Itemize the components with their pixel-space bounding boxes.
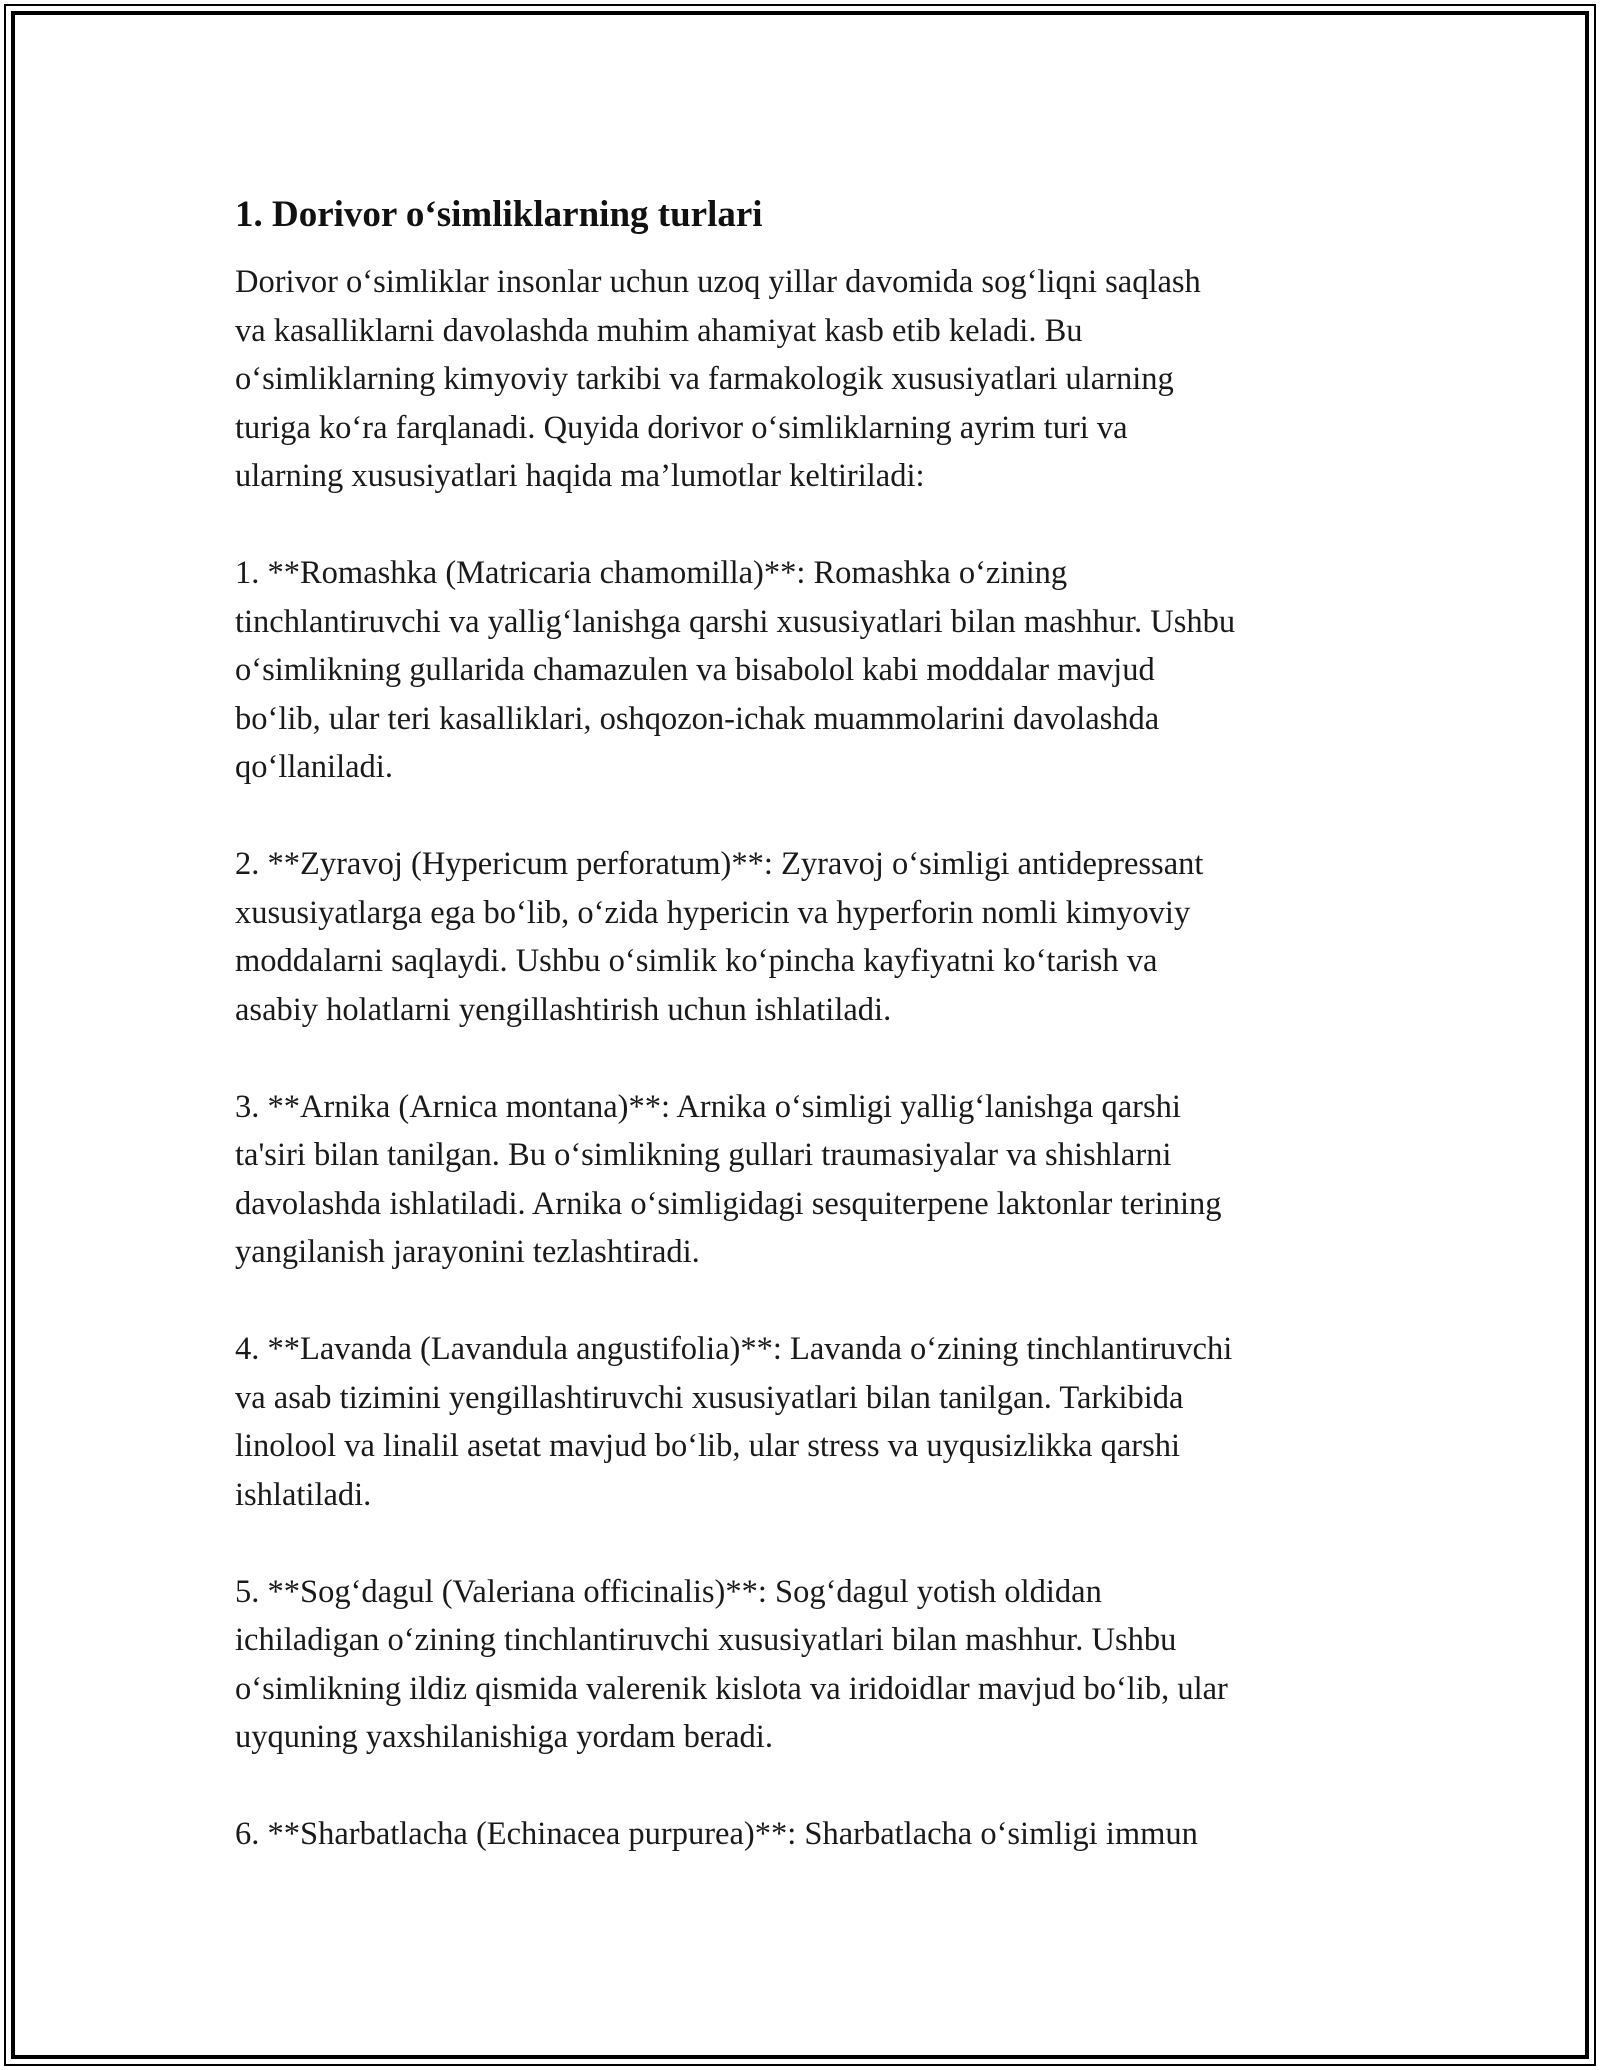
text-line: 1. **Romashka (Matricaria chamomilla)**: Romashka o‘zining [235, 555, 1068, 591]
text-line: davolashda ishlatiladi. Arnika o‘simligidagi sesquiterpene laktonlar terining [235, 1185, 1222, 1222]
text-line: ichiladigan o‘zining tinchlantiruvchi xususiyatlari bilan mashhur. Ushbu [235, 1622, 1177, 1658]
text-line: 5. **Sog‘dagul (Valeriana officinalis)**: Sog‘dagul yotish oldidan [235, 1573, 1102, 1610]
document-body [235, 186, 1385, 1907]
list-item-lavanda [235, 1325, 1385, 1519]
intro-paragraph [235, 258, 1385, 501]
text-line: 3. **Arnika (Arnica montana)**: Arnika o‘simligi yallig‘lanishga qarshi [235, 1088, 1181, 1125]
text-line: Dorivor o‘simliklar insonlar uchun uzoq yillar davomida sog‘liqni saqlash [235, 264, 1201, 300]
text-line: va kasalliklarni davolashda muhim ahamiyat kasb etib keladi. Bu [235, 312, 1083, 349]
text-line: ularning xususiyatlari haqida ma’lumotlar keltiriladi: [235, 458, 925, 494]
text-line: 6. **Sharbatlacha (Echinacea purpurea)**: Sharbatlacha o‘simligi immun [235, 1816, 1198, 1852]
text-line: 2. **Zyravoj (Hypericum perforatum)**: Zyravoj o‘simligi antidepressant [235, 846, 1204, 882]
text-line: bo‘lib, ular teri kasalliklari, oshqozon-ichak muammolarini davolashda [235, 700, 1160, 737]
text-line: moddalarni saqlaydi. Ushbu o‘simlik ko‘pincha kayfiyatni ko‘tarish va [235, 943, 1158, 979]
text-line: 4. **Lavanda (Lavandula angustifolia)**: Lavanda o‘zining tinchlantiruvchi [235, 1331, 1233, 1367]
list-item-sogdagul [235, 1568, 1385, 1762]
list-item-sharbatlacha [235, 1810, 1385, 1859]
text-line: xususiyatlarga ega bo‘lib, o‘zida hypericin va hyperforin nomli kimyoviy [235, 894, 1191, 931]
text-line: o‘simlikning ildiz qismida valerenik kislota va iridoidlar mavjud bo‘lib, ular [235, 1670, 1228, 1707]
text-line: uyquning yaxshilanishiga yordam beradi. [235, 1719, 773, 1755]
text-line: va asab tizimini yengillashtiruvchi xususiyatlari bilan tanilgan. Tarkibida [235, 1379, 1184, 1416]
text-line: yangilanish jarayonini tezlashtiradi. [235, 1234, 700, 1270]
list-item-zyravoj [235, 840, 1385, 1034]
list-item-romashka [235, 549, 1385, 792]
text-line: ta'siri bilan tanilgan. Bu o‘simlikning gullari traumasiyalar va shishlarni [235, 1137, 1172, 1173]
section-heading: 1. Dorivor o‘simliklarning turlari [235, 194, 763, 235]
text-line: o‘simlikning gullarida chamazulen va bisabolol kabi moddalar mavjud [235, 652, 1155, 688]
text-line: qo‘llaniladi. [235, 749, 393, 785]
list-item-arnika [235, 1083, 1385, 1277]
text-line: o‘simliklarning kimyoviy tarkibi va farmakologik xususiyatlari ularning [235, 361, 1174, 397]
text-line: tinchlantiruvchi va yallig‘lanishga qarshi xususiyatlari bilan mashhur. Ushbu [235, 603, 1236, 640]
text-line: asabiy holatlarni yengillashtirish uchun ishlatiladi. [235, 991, 892, 1028]
text-line: ishlatiladi. [235, 1476, 372, 1513]
text-line: linolool va linalil asetat mavjud bo‘lib, ular stress va uyqusizlikka qarshi [235, 1428, 1181, 1464]
text-line: turiga ko‘ra farqlanadi. Quyida dorivor o‘simliklarning ayrim turi va [235, 409, 1128, 446]
